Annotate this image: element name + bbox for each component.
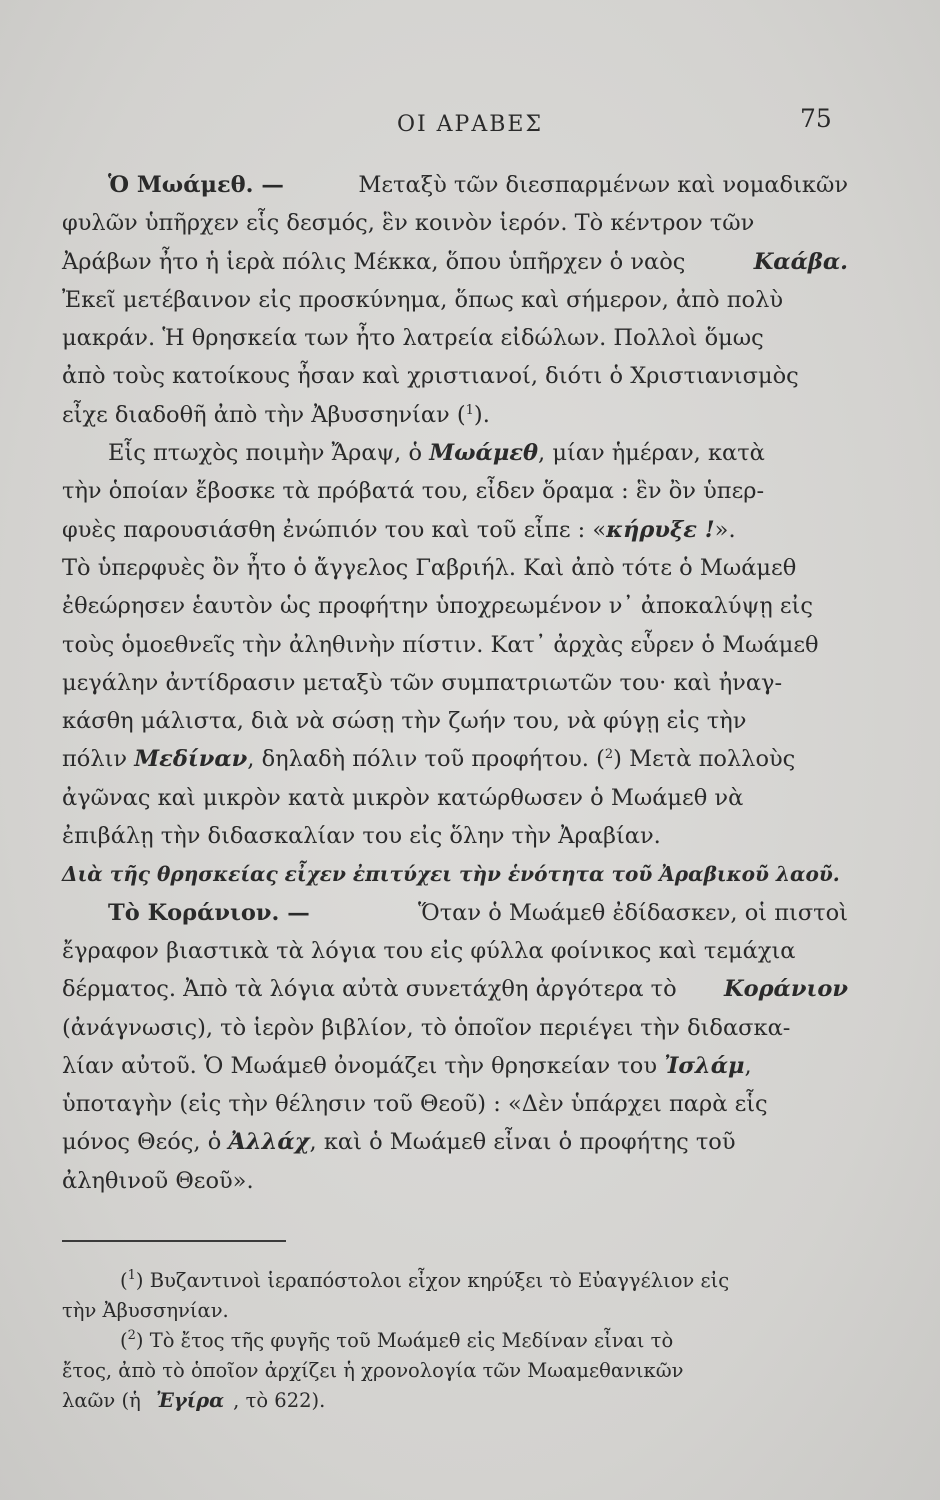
text-line [62, 970, 848, 1008]
text-fragment: ». [714, 516, 736, 543]
text-segment: Ἀράβων ἦτο ἡ ἱερὰ πόλις Μέκκα, ὅπου ὑπῆρχεν ὁ ναὸς [62, 248, 686, 275]
text-segment [62, 511, 736, 549]
text-fragment: λαῶν (ἡ [62, 1389, 141, 1412]
footnote-segment [120, 1266, 729, 1296]
text-segment: τὴν ὁποίαν ἔβοσκε τὰ πρόβατά του, εἶδεν ὅραμα : ἓν ὂν ὑπερ- [62, 478, 765, 505]
emphasis-keryxe: κήρυξε ! [606, 516, 715, 543]
text-line [62, 740, 848, 778]
text-fragment: ). [473, 401, 490, 428]
text-segment: τοὺς ὁμοεθνεῖς τὴν ἀληθινὴν πίστιν. Κατ᾽ ἀρχὰς εὗρεν ὁ Μωάμεθ [62, 631, 819, 658]
text-line [62, 204, 848, 242]
text-line [62, 281, 848, 319]
emphasis-religion-unity: Διὰ τῆς θρησκείας εἶχεν ἐπιτύχει τὴν ἑνότητα τοῦ Ἀραβικοῦ λαοῦ. [62, 862, 840, 887]
text-line [62, 626, 848, 664]
section-heading-koran: Τὸ Κοράνιον. — [108, 899, 310, 926]
text-line [62, 894, 848, 932]
text-segment [108, 434, 765, 472]
text-segment: Μεταξὺ τῶν διεσπαρμένων καὶ νομαδικῶν [358, 172, 848, 198]
text-segment: μακράν. Ἡ θρησκεία των ἦτο λατρεία εἰδώλων. Πολλοὶ ὅμως [62, 325, 764, 352]
running-head: ΟΙ ΑΡΑΒΕΣ [396, 112, 544, 137]
footnote-divider [62, 1240, 286, 1242]
text-segment [62, 1123, 736, 1161]
footnote-line [62, 1326, 848, 1356]
footnote-ref: 2 [604, 747, 614, 763]
text-segment: δέρματος. Ἀπὸ τὰ λόγια αὐτὰ συνετάχθη ἀργότερα τὸ [62, 976, 677, 1003]
text-segment: μεγάλην ἀντίδρασιν μεταξὺ τῶν συμπατριωτῶν του· καὶ ἠναγ- [62, 669, 783, 696]
text-line [62, 1123, 848, 1161]
footnote-segment: ἔτος, ἀπὸ τὸ ὁποῖον ἀρχίζει ἡ χρονολογία τῶν Μωαμεθανικῶν [62, 1359, 684, 1382]
footnote-line [62, 1296, 848, 1326]
emphasis-medina: Μεδίναν [134, 746, 248, 773]
text-line [62, 549, 848, 587]
text-line [62, 779, 848, 817]
text-fragment: ) Βυζαντινοὶ ἱεραπόστολοι εἶχον κηρύξει τὸ Εὐαγγέλιον εἰς [135, 1269, 730, 1292]
emphasis-mohammed: Μωάμεθ [429, 440, 539, 467]
text-segment: ἐθεώρησεν ἑαυτὸν ὡς προφήτην ὑποχρεωμένον ν᾽ ἀποκαλύψῃ εἰς [62, 593, 813, 620]
footnote-line [62, 1386, 848, 1416]
text-fragment: ) Τὸ ἔτος τῆς φυγῆς τοῦ Μωάμεθ εἰς Μεδίναν εἶναι τὸ [135, 1329, 674, 1352]
text-line [62, 664, 848, 702]
text-fragment: φυὲς παρουσιάσθη ἐνώπιόν του καὶ τοῦ εἶπε : « [62, 516, 607, 543]
text-segment [62, 740, 795, 778]
text-fragment: , καὶ ὁ Μωάμεθ εἶναι ὁ προφήτης τοῦ [309, 1129, 736, 1156]
emphasis-kaaba: Καάβα. [753, 248, 848, 275]
text-fragment: εἶχε διαδοθῆ ἀπὸ τὴν Ἀβυσσηνίαν ( [62, 401, 466, 428]
section-heading-mohammed: Ὁ Μωάμεθ. — [108, 172, 284, 198]
text-fragment: ( [120, 1269, 128, 1292]
page-number: 75 [800, 104, 832, 133]
text-line [62, 855, 848, 893]
footnote-ref: 1 [465, 402, 474, 418]
text-line [62, 1009, 848, 1047]
footnote-marker: 2 [127, 1328, 136, 1343]
text-fragment: ( [120, 1329, 128, 1352]
text-segment: (ἀνάγνωσις), τὸ ἱερὸν βιβλίον, τὸ ὁποῖον περιέγει τὴν διδασκα- [62, 1014, 791, 1041]
emphasis-islam: Ἰσλάμ [664, 1052, 745, 1079]
text-segment: Ἐκεῖ μετέβαινον εἰς προσκύνημα, ὅπως καὶ σήμερον, ἀπὸ πολὺ [62, 286, 784, 313]
footnote-line [62, 1356, 848, 1386]
text-line [62, 319, 848, 357]
body-text [62, 166, 848, 1200]
text-segment [62, 396, 490, 434]
text-fragment: , δηλαδὴ πόλιν τοῦ προφήτου. ( [247, 746, 605, 773]
text-segment [62, 1047, 752, 1085]
text-fragment: πόλιν [62, 746, 128, 773]
text-line [62, 511, 848, 549]
text-line [62, 817, 848, 855]
text-line [62, 587, 848, 625]
text-line [62, 702, 848, 740]
text-segment: ἀληθινοῦ Θεοῦ». [62, 1167, 254, 1194]
text-fragment: μόνος Θεός, ὁ [62, 1129, 222, 1156]
text-line [62, 357, 848, 395]
emphasis-koranion: Κοράνιον [724, 976, 848, 1003]
emphasis-allah: Ἀλλάχ [228, 1129, 310, 1156]
text-line [62, 396, 848, 434]
text-fragment: , τὸ 622). [233, 1389, 326, 1412]
footnote-line [62, 1266, 848, 1296]
text-fragment: λίαν αὐτοῦ. Ὁ Μωάμεθ ὀνομάζει τὴν θρησκείαν του [62, 1052, 658, 1079]
text-segment: ὑποταγὴν (εἰς τὴν θέλησιν τοῦ Θεοῦ) : «Δὲν ὑπάρχει παρὰ εἷς [62, 1091, 768, 1118]
text-segment: ἀπὸ τοὺς κατοίκους ἦσαν καὶ χριστιανοί, διότι ὁ Χριστιανισμὸς [62, 363, 799, 390]
text-segment: ἐπιβάλῃ τὴν διδασκαλίαν του εἰς ὅλην τὴν Ἀραβίαν. [62, 823, 661, 850]
text-line [62, 166, 848, 204]
text-line [62, 472, 848, 510]
text-fragment: , [744, 1052, 752, 1079]
text-segment: κάσθη μάλιστα, διὰ νὰ σώσῃ τὴν ζωήν του, νὰ φύγῃ εἰς τὴν [62, 708, 747, 735]
text-fragment: ) Μετὰ πολλοὺς [613, 746, 796, 773]
footnote-segment [120, 1326, 673, 1356]
footnote-segment: τὴν Ἀβυσσηνίαν. [62, 1299, 229, 1322]
text-line [62, 1162, 848, 1200]
text-segment: φυλῶν ὑπῆρχεν εἷς δεσμός, ἓν κοινὸν ἱερόν. Τὸ κέντρον τῶν [62, 210, 755, 237]
footnote-marker: 1 [127, 1268, 136, 1283]
text-segment: ἔγραφον βιαστικὰ τὰ λόγια του εἰς φύλλα φοίνικος καὶ τεμάχια [62, 937, 796, 964]
footnote-segment [62, 1386, 325, 1416]
emphasis-hegira: Ἐγίρα [155, 1389, 225, 1412]
text-segment: Ὅταν ὁ Μωάμεθ ἐδίδασκεν, οἱ πιστοὶ [418, 899, 848, 926]
text-line [62, 932, 848, 970]
text-line [62, 434, 848, 472]
text-line [62, 1085, 848, 1123]
text-fragment: Εἷς πτωχὸς ποιμὴν Ἄραψ, ὁ [108, 440, 423, 467]
text-fragment: , μίαν ἡμέραν, κατὰ [538, 440, 765, 467]
text-segment: ἀγῶνας καὶ μικρὸν κατὰ μικρὸν κατώρθωσεν ὁ Μωάμεθ νὰ [62, 784, 744, 811]
footnotes [62, 1266, 848, 1416]
text-line [62, 1047, 848, 1085]
text-line [62, 243, 848, 281]
text-segment: Τὸ ὑπερφυὲς ὂν ἦτο ὁ ἄγγελος Γαβριήλ. Καὶ ἀπὸ τότε ὁ Μωάμεθ [62, 554, 797, 581]
